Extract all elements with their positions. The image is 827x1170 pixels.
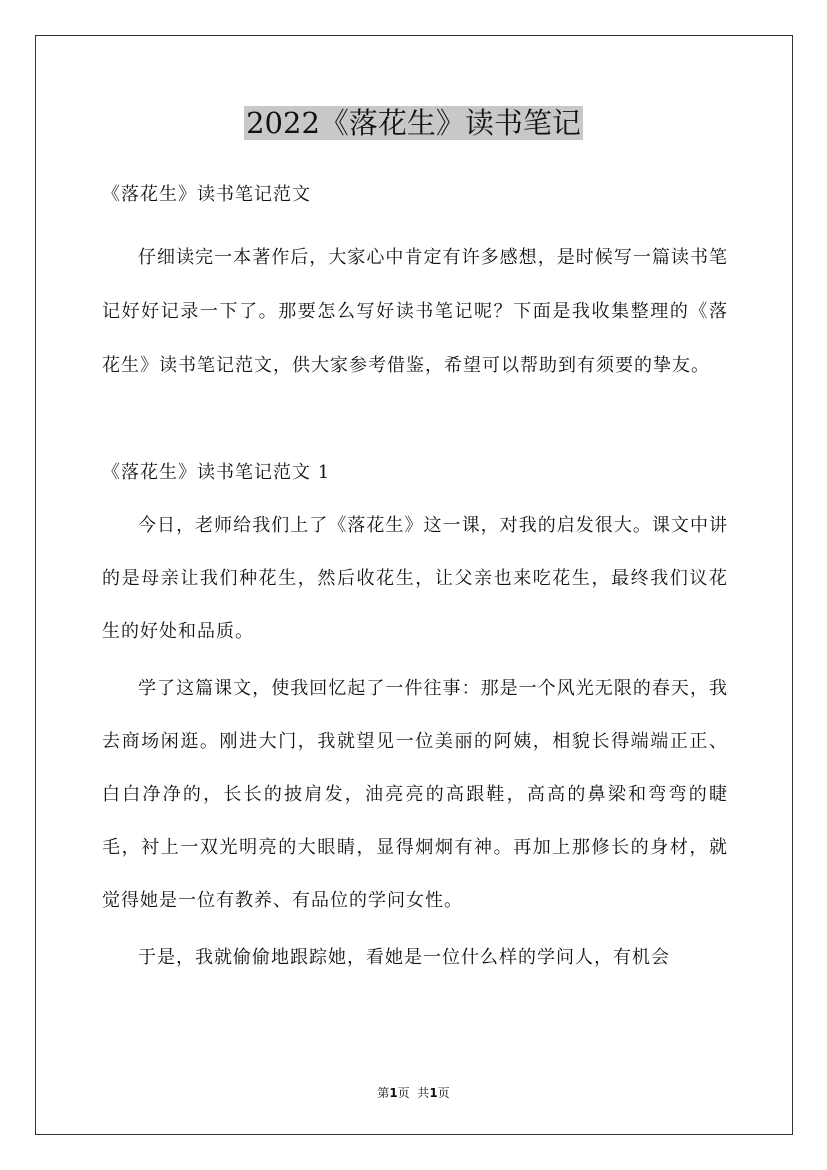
footer-suffix: 页 xyxy=(437,1086,450,1100)
section-paragraph-2: 学了这篇课文，使我回忆起了一件往事：那是一个风光无限的春天，我去商场闲逛。刚进大门，我就望见一位美丽的阿姨，相貌长得端端正正、白白净净的，长长的披肩发，油亮亮的高跟鞋，高高的鼻梁和弯弯的睫毛，衬上一双光明亮的大眼睛，显得炯炯有神。再加上那修长的身材，就觉得她是一位有教养、有品位的学问女性。 xyxy=(102,678,728,911)
section-paragraph-1: 今日，老师给我们上了《落花生》这一课，对我的启发很大。课文中讲的是母亲让我们种花生，然后收花生，让父亲也来吃花生，最终我们议花生的好处和品质。 xyxy=(102,515,728,642)
footer-current-page: 1 xyxy=(389,1086,398,1100)
document-title xyxy=(0,103,827,143)
section-heading: 《落花生》读书笔记范文 1 xyxy=(102,462,331,483)
footer-total-pages: 1 xyxy=(429,1086,438,1100)
document-body xyxy=(102,181,728,984)
footer-prefix: 第 xyxy=(377,1086,390,1100)
intro-paragraph: 仔细读完一本著作后，大家心中肯定有许多感想，是时候写一篇读书笔记好好记录一下了。那要怎么写好读书笔记呢？下面是我收集整理的《落花生》读书笔记范文，供大家参考借鉴，希望可以帮助到有须要的挚友。 xyxy=(102,247,728,376)
page-footer xyxy=(0,1085,827,1101)
section-paragraph-3: 于是，我就偷偷地跟踪她，看她是一位什么样的学问人，有机会 xyxy=(138,947,670,968)
document-title-text: 2022《落花生》读书笔记 xyxy=(246,106,581,140)
intro-heading: 《落花生》读书笔记范文 xyxy=(102,184,311,205)
footer-mid: 页 共 xyxy=(397,1086,430,1100)
